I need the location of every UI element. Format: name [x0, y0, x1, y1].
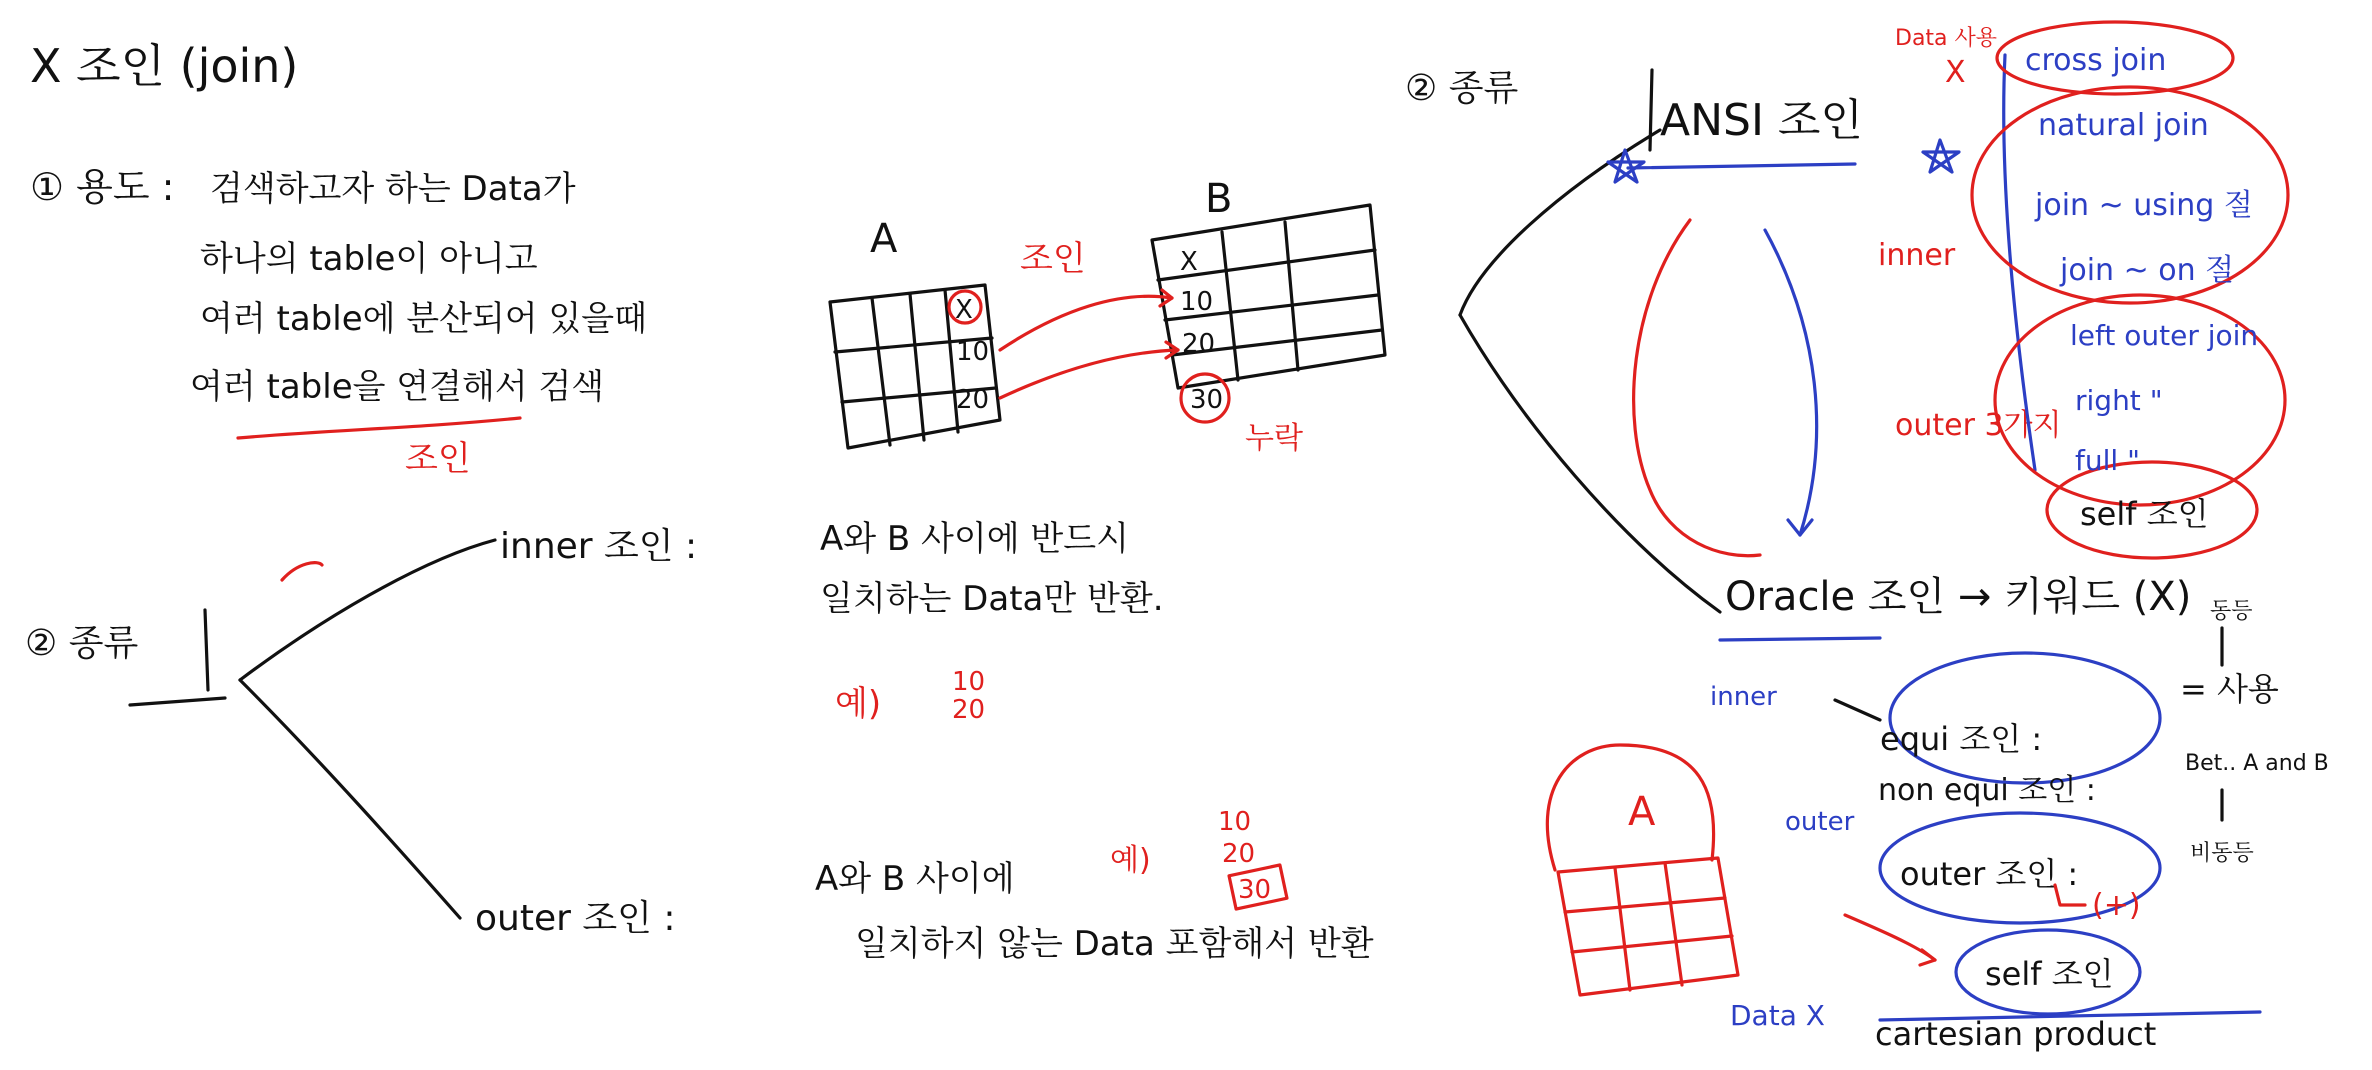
ansi-item-right: right " [2075, 384, 2163, 417]
outer-join-line-2: 일치하지 않는 Data 포함해서 반환 [855, 924, 1374, 964]
inner-example-label: 예) [835, 684, 882, 724]
ansi-data-note: Data 사용 [1895, 26, 1998, 51]
oracle-item-cartesian: cartesian product [1875, 1015, 2157, 1053]
inner-join-label: inner 조인 : [500, 526, 698, 567]
ansi-star-right [1923, 140, 1959, 172]
types-branch-outer [240, 680, 460, 918]
outer-example-value-3: 30 [1238, 875, 1272, 905]
oracle-self-arrow [1845, 915, 1935, 960]
inner-example-value-1: 10 [952, 667, 986, 697]
oracle-item-non-equi: non equi 조인 : [1878, 773, 2096, 808]
ansi-x-mark: X [1945, 55, 1966, 90]
inner-join-line-2: 일치하는 Data만 반환. [820, 579, 1164, 619]
inner-example-value-2: 20 [952, 695, 986, 725]
ansi-bar [1650, 70, 1652, 150]
missing-label: 누락 [1245, 421, 1303, 456]
table-b-value-2: 20 [1182, 329, 1216, 359]
oracle-side-note-equal: = 사용 [2180, 670, 2279, 708]
oracle-item-self: self 조인 [1985, 955, 2114, 993]
outer-example-value-1: 10 [1218, 807, 1252, 837]
note-title: X 조인 (join) [30, 39, 299, 93]
table-a-label: A [870, 216, 898, 262]
outer-join-label: outer 조인 : [475, 898, 676, 939]
join-arrow-1 [1000, 296, 1172, 350]
table-a-value-2: 20 [956, 385, 990, 415]
ansi-red-loop [1634, 220, 1760, 556]
oracle-underline [1720, 638, 1880, 640]
join-label: 조인 [1020, 239, 1086, 279]
ansi-join-label: ANSI 조인 [1660, 95, 1863, 146]
outer-example-value-2: 20 [1222, 839, 1256, 869]
table-a-value-1: 10 [956, 337, 990, 367]
oracle-outer-note: outer [1785, 807, 1855, 837]
table-b-label: B [1205, 176, 1233, 222]
oracle-join-label: Oracle 조인 → 키워드 (X) [1725, 574, 2192, 620]
ansi-item-full: full " [2075, 444, 2140, 477]
oracle-side-note-between: Bet.. A and B [2185, 751, 2329, 776]
ansi-item-self-join: self 조인 [2080, 495, 2209, 533]
ansi-item-join-using: join ~ using 절 [2035, 188, 2253, 223]
ansi-item-natural-join: natural join [2038, 108, 2209, 143]
inner-join-line-1: A와 B 사이에 반드시 [820, 519, 1129, 559]
oracle-side-note-bottom: 비동등 [2190, 841, 2254, 866]
kinds-branch-oracle [1460, 315, 1720, 612]
table-a-header: X [955, 295, 973, 325]
oracle-data-x-note: Data X [1730, 999, 1825, 1032]
oracle-plus-note: (+) [2092, 888, 2141, 923]
types-branch-inner [240, 540, 495, 680]
ansi-blue-arrow [1788, 520, 1812, 535]
usage-underline-note: 조인 [405, 439, 471, 479]
oracle-item-equi: equi 조인 : [1880, 720, 2043, 758]
ansi-outer-note: outer 3가지 [1895, 408, 2062, 443]
usage-line-4: 여러 table을 연결해서 검색 [190, 367, 605, 407]
types-bar [205, 610, 208, 690]
join-arrow-2 [1000, 350, 1178, 398]
kinds-label: ② 종류 [1405, 68, 1519, 109]
kinds-branch-ansi [1460, 130, 1660, 315]
ansi-underline [1628, 164, 1855, 168]
oracle-equi-circle [1890, 653, 2160, 783]
oracle-inner-pointer [1835, 700, 1880, 720]
oracle-item-outer: outer 조인 : [1900, 855, 2079, 893]
outer-example-label: 예) [1110, 843, 1151, 878]
ansi-item-join-on: join ~ on 절 [2060, 253, 2235, 288]
table-b-value-3: 30 [1190, 385, 1224, 415]
ansi-blue-loop [1765, 230, 1817, 535]
red-mark [282, 563, 322, 580]
usage-line-1: 검색하고자 하는 Data가 [210, 169, 576, 209]
types-label: ② 종류 [25, 623, 139, 664]
table-b-value-1: 10 [1180, 287, 1214, 317]
ansi-inner-note: inner [1878, 238, 1956, 273]
usage-label: ① 용도 : [30, 165, 175, 209]
outer-join-line-1: A와 B 사이에 [815, 859, 1015, 899]
ansi-item-left-outer: left outer join [2070, 319, 2259, 352]
table-b-header: X [1180, 247, 1198, 277]
oracle-inner-note: inner [1710, 682, 1777, 712]
mini-table-grid [1558, 858, 1738, 995]
oracle-side-note-top: 동등 [2210, 599, 2253, 624]
usage-underline [238, 418, 520, 438]
usage-line-3: 여러 table에 분산되어 있을때 [200, 299, 647, 339]
types-underline [130, 698, 225, 705]
usage-line-2: 하나의 table이 아니고 [200, 239, 538, 279]
ansi-star-left [1608, 150, 1644, 182]
ansi-item-cross-join: cross join [2025, 43, 2167, 78]
mini-table-label: A [1628, 789, 1656, 835]
